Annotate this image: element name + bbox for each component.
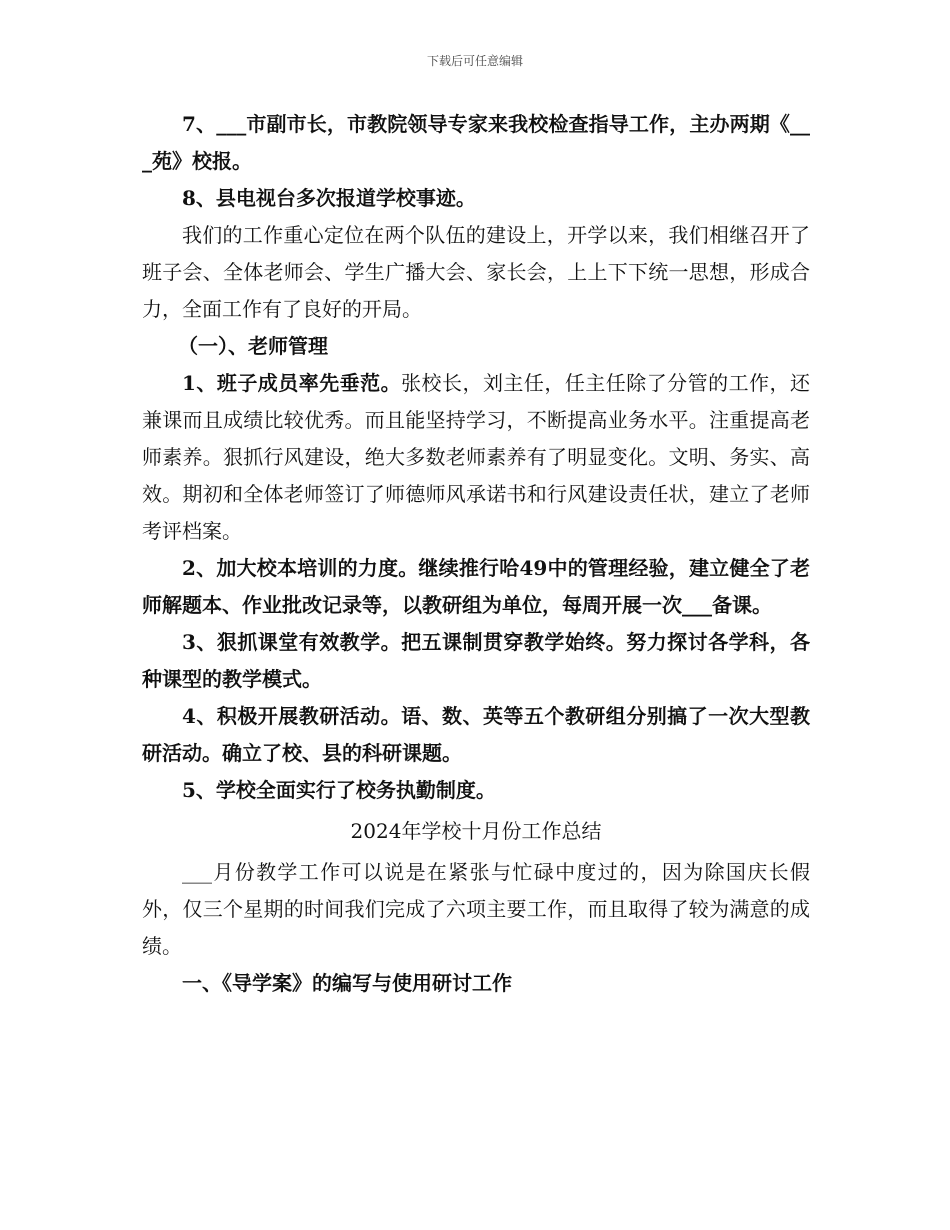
document-body (142, 106, 810, 1002)
section-title: 2024年学校十月份工作总结 (350, 819, 602, 843)
paragraph-leadership-body: 张校长，刘主任，任主任除了分管的工作，还兼课而且成绩比较优秀。而且能坚持学习，不断提高业务水平。注重提高老师素养。狠抓行风建设，绝大多数老师素养有了明显变化。文明、务实、高效。期初和全体老师签订了师德师风承诺书和行风建设责任状，建立了老师考评档案。 (142, 371, 810, 543)
paragraph-classroom: 3、狠抓课堂有效教学。把五课制贯穿教学始终。努力探讨各学科，各种课型的教学模式。 (142, 630, 810, 691)
paragraph-duty: 5、学校全面实行了校务执勤制度。 (182, 778, 496, 802)
paragraph-leadership (142, 365, 810, 550)
paragraph-research: 4、积极开展教研活动。语、数、英等五个教研组分别搞了一次大型教研活动。确立了校、县的科研课题。 (142, 704, 810, 765)
page-header: 下载后可任意编辑 (426, 54, 523, 68)
paragraph-intro: 我们的工作重心定位在两个队伍的建设上，开学以来，我们相继召开了班子会、全体老师会、学生广播大会、家长会，上上下下统一思想，形成合力，全面工作有了良好的开局。 (142, 223, 810, 321)
paragraph-october-intro: ___月份教学工作可以说是在紧张与忙碌中度过的，因为除国庆长假外，仅三个星期的时间我们完成了六项主要工作，而且取得了较为满意的成绩。 (142, 860, 810, 958)
paragraph-item-7: 7、___市副市长，市教院领导专家来我校检查指导工作，主办两期《___苑》校报。 (142, 112, 810, 173)
paragraph-leadership-lead: 1、班子成员率先垂范。 (182, 371, 402, 395)
paragraph-training: 2、加大校本培训的力度。继续推行哈49中的管理经验，建立健全了老师解题本、作业批改记录等，以教研组为单位，每周开展一次___备课。 (142, 556, 810, 617)
subsection-heading: （一）、老师管理 (178, 334, 328, 358)
paragraph-item-8: 8、县电视台多次报道学校事迹。 (182, 186, 476, 210)
paragraph-guide-heading: 一、《导学案》的编写与使用研讨工作 (182, 971, 512, 995)
